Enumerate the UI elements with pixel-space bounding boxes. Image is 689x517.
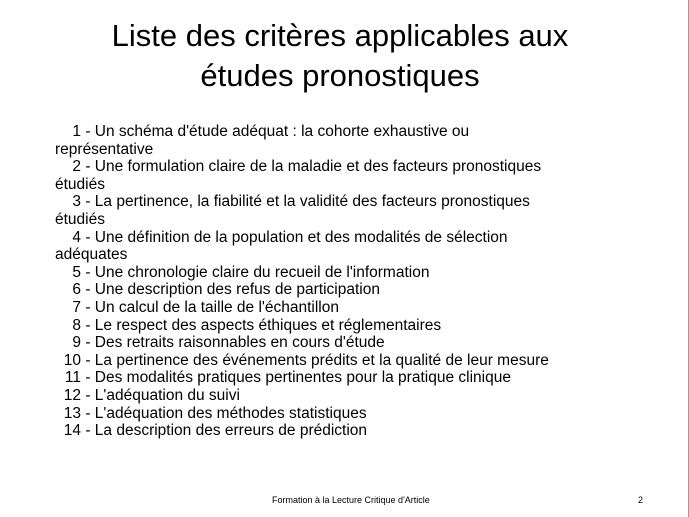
criterion-text: - La pertinence, la fiabilité et la validité des facteurs pronostiques bbox=[85, 193, 530, 211]
criterion-item bbox=[55, 405, 675, 423]
criterion-number: 4 bbox=[72, 228, 81, 246]
criterion-text: - Une chronologie claire du recueil de l'information bbox=[85, 263, 430, 281]
criterion-number: 9 bbox=[72, 334, 81, 352]
criterion-text-continuation: adéquates bbox=[55, 246, 128, 264]
criterion-item bbox=[55, 352, 675, 370]
criterion-number: 8 bbox=[72, 316, 81, 334]
criterion-text-continuation: étudiés bbox=[55, 175, 105, 193]
criterion-text: - Un calcul de la taille de l'échantillon bbox=[85, 298, 339, 316]
page-number: 2 bbox=[638, 495, 644, 505]
footer-caption: Formation à la Lecture Critique d'Article bbox=[272, 495, 430, 505]
slide-title bbox=[40, 16, 640, 96]
criterion-item bbox=[55, 264, 675, 282]
criterion-item bbox=[55, 317, 675, 335]
criterion-item bbox=[55, 281, 675, 299]
criterion-text: - Un schéma d'étude adéquat : la cohorte exhaustive ou bbox=[85, 123, 470, 140]
slide-title-line-2: études pronostiques bbox=[200, 58, 480, 93]
criterion-number: 14 bbox=[63, 422, 81, 440]
criterion-item bbox=[55, 334, 675, 352]
criterion-number: 12 bbox=[63, 386, 81, 404]
criterion-number: 2 bbox=[72, 158, 81, 176]
criterion-number: 13 bbox=[63, 404, 81, 422]
criterion-number: 3 bbox=[72, 193, 81, 211]
criterion-item bbox=[55, 123, 675, 158]
criterion-number: 1 bbox=[72, 123, 81, 140]
criterion-item bbox=[55, 387, 675, 405]
criterion-item bbox=[55, 422, 675, 440]
criterion-number: 11 bbox=[64, 369, 81, 387]
slide-title-line-1: Liste des critères applicables aux bbox=[111, 18, 569, 53]
criterion-item bbox=[55, 299, 675, 317]
criterion-text: - Le respect des aspects éthiques et réglementaires bbox=[85, 316, 442, 334]
criterion-number: 5 bbox=[72, 263, 81, 281]
criterion-text: - Des modalités pratiques pertinentes pour la pratique clinique bbox=[85, 369, 511, 387]
criterion-number: 7 bbox=[72, 298, 81, 316]
criterion-text: - Des retraits raisonnables en cours d'étude bbox=[85, 334, 385, 352]
criterion-text: - Une définition de la population et des modalités de sélection bbox=[85, 228, 508, 246]
criterion-item bbox=[55, 193, 675, 228]
criteria-list bbox=[55, 123, 675, 440]
criterion-number: 10 bbox=[63, 351, 81, 369]
criterion-text: - La description des erreurs de prédiction bbox=[85, 422, 368, 440]
criterion-number: 6 bbox=[72, 281, 81, 299]
criterion-text: - La pertinence des événements prédits et la qualité de leur mesure bbox=[85, 351, 549, 369]
criterion-text: - Une formulation claire de la maladie et des facteurs pronostiques bbox=[85, 158, 542, 176]
criterion-text: - L'adéquation des méthodes statistiques bbox=[85, 404, 367, 422]
criterion-text: - Une description des refus de participation bbox=[85, 281, 380, 299]
criterion-item bbox=[55, 369, 675, 387]
criterion-text: - L'adéquation du suivi bbox=[85, 386, 240, 404]
criterion-item bbox=[55, 229, 675, 264]
criterion-text-continuation: représentative bbox=[55, 140, 154, 158]
criterion-item bbox=[55, 158, 675, 193]
criterion-text-continuation: étudiés bbox=[55, 210, 105, 228]
